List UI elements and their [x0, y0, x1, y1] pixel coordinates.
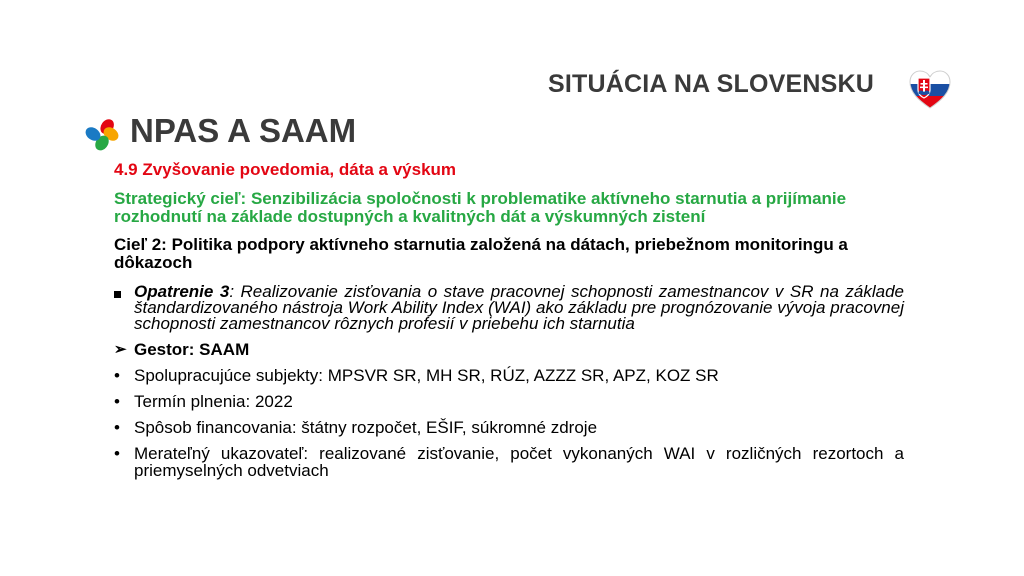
- list-item: [114, 419, 904, 436]
- header-title: SITUÁCIA NA SLOVENSKU: [548, 70, 874, 98]
- gestor-text: Gestor: SAAM: [134, 340, 250, 359]
- measure-label: Opatrenie 3: [134, 282, 230, 301]
- dot-bullet-icon: •: [114, 392, 120, 411]
- item-text: Spolupracujúce subjekty: MPSVR SR, MH SR, RÚZ, AZZZ SR, APZ, KOZ SR: [134, 366, 719, 385]
- slovak-flag-heart-icon: [908, 70, 952, 110]
- dot-bullet-icon: •: [114, 418, 120, 437]
- dot-bullet-icon: •: [114, 444, 120, 463]
- list-item: [114, 445, 904, 479]
- list-item-gestor: [114, 341, 904, 358]
- list-item-measure: [114, 284, 904, 332]
- strategic-goal: Strategický cieľ: Senzibilizácia spoločnosti k problematike aktívneho starnutia a prijímanie rozhodnutí na základe dostupných a kvalitných dát a výskumných zistení: [114, 189, 847, 226]
- item-text: Merateľný ukazovateľ: realizované zisťovanie, počet vykonaných WAI v rozličných rezortoch a priemyselných odvetviach: [134, 444, 904, 480]
- list-item: [114, 367, 904, 384]
- npas-pinwheel-logo: [84, 116, 120, 152]
- arrow-bullet-icon: ➢: [114, 341, 127, 358]
- measure-text: : Realizovanie zisťovania o stave pracovnej schopnosti zamestnancov v SR na základe štandardizovaného nástroja Work Ability Index (WAI) ako základu pre prognózovanie vývoja pracovnej schopnosti zamestnancov rôznych profesií v priebehu ich starnutia: [134, 282, 904, 333]
- item-text: Termín plnenia: 2022: [134, 392, 293, 411]
- bullet-list: [114, 284, 904, 479]
- slide-content: [114, 160, 904, 488]
- brand-title: NPAS A SAAM: [130, 112, 357, 149]
- dot-bullet-icon: •: [114, 366, 120, 385]
- section-heading: 4.9 Zvyšovanie povedomia, dáta a výskum: [114, 160, 457, 179]
- square-bullet-icon: [114, 284, 130, 301]
- list-item: [114, 393, 904, 410]
- goal-heading: Cieľ 2: Politika podpory aktívneho starnutia založená na dátach, priebežnom monitoringu a dôkazoch: [114, 235, 848, 272]
- item-text: Spôsob financovania: štátny rozpočet, EŠIF, súkromné zdroje: [134, 418, 598, 437]
